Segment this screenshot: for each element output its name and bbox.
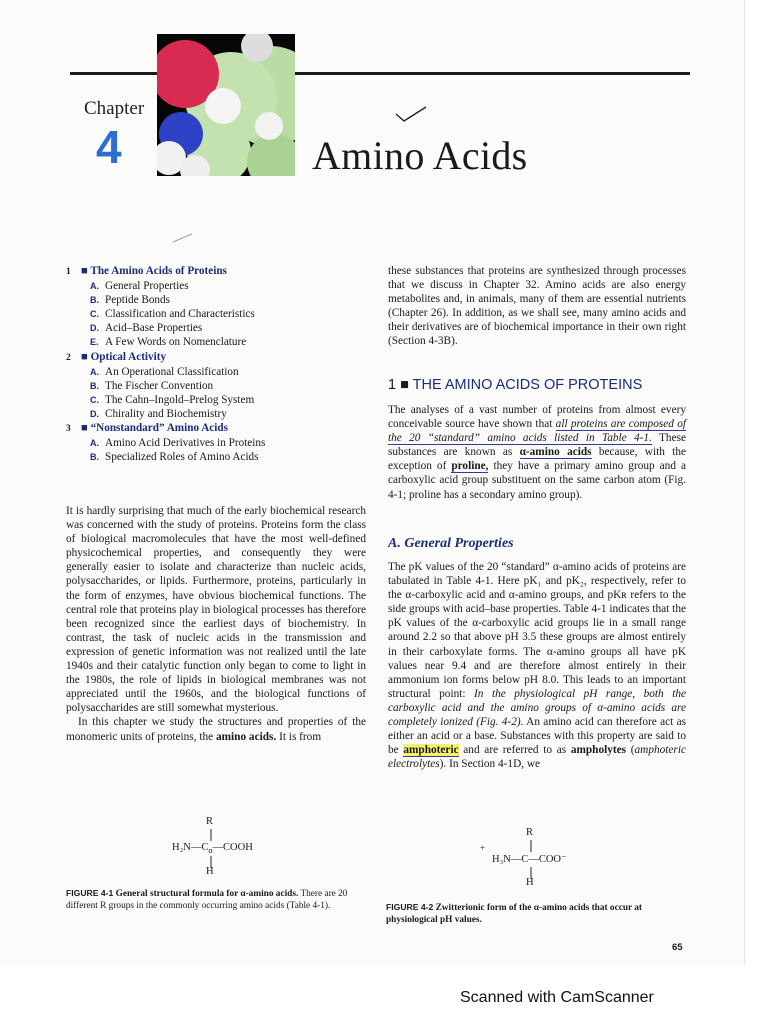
pencil-mark [172,232,194,244]
toc-item: C. Classification and Characteristics [90,308,255,321]
highlighted-statement: all proteins are composed of the 20 “standard” amino acids listed in Table 4-1. [388,418,686,445]
toc-item: D. Chirality and Biochemistry [90,407,227,420]
toc-section: 1 ■ The Amino Acids of Proteins [66,265,227,277]
paragraph: In this chapter we study the structures and properties of the monomeric units of proteins, the amino acids. It is from [66,716,366,743]
chapter-number: 4 [96,121,122,173]
general-properties-paragraph: The pK values of the 20 “standard” α-amino acids of proteins are tabulated in Table 4-1. Here pK₁ and pK₂, respectively, refer to the α-carboxylic acid and α-amino groups, and pKʀ refers to the side groups with acid–base properties. Table 4-1 indicates that the pK values of the α-carboxylic acid groups lie in a small range around 2.2 so that above pH 3.5 these groups are almost entirely in their carboxylate forms. The α-amino groups all have pK values near 9.4 and are therefore almost entirely in their ammonium ion forms below pH 8.0. This leads to an important structural point: In the physiological pH range, both the carboxylic acid and the amino groups of α-amino acids are completely ionized (Fig. 4-2). An amino acid can therefore act as either an acid or a base. Substances with this property are said to be amphoteric and are referred to as ampholytes (amphoteric electrolytes). In Section 4-1D, we [388,561,687,771]
toc-section: 2 ■ Optical Activity [66,350,167,363]
r-group: R [526,827,534,838]
chapter-label: Chapter [84,98,145,119]
toc-section: 3 ■ “Nonstandard” Amino Acids [66,422,228,435]
toc-item: B. Specialized Roles of Amino Acids [90,451,259,464]
table-of-contents [66,264,386,464]
scanner-watermark: Scanned with CamScanner [460,989,654,1006]
figure-4-2-caption: FIGURE 4-2 Zwitterionic form of the α-amino acids that occur at physiological pH values. [386,902,643,925]
toc-item: C. The Cahn–Ingold–Prelog System [90,393,255,406]
figure-4-1-structure [150,816,300,886]
molecule-image [157,34,295,176]
section-paragraph: The analyses of a vast number of proteins from almost every conceivable source have shown that all proteins are composed of the 20 “standard” amino acids listed in Table 4-1. These substances are known as α-amino acids because, with the exception of proline, they have a primary amino group and a carboxylic acid group substituent on the same carbon atom (Fig. 4-1; proline has a secondary amino group). [388,404,686,501]
toc-item: D. Acid–Base Properties [90,322,203,335]
toc-item: A. Amino Acid Derivatives in Proteins [90,437,266,450]
figure-4-1-caption: FIGURE 4-1 General structural formula for α-amino acids. There are 20 different R groups in the commonly occurring amino acids (Table 4-1). [66,888,348,911]
toc-item: A. General Properties [90,280,189,293]
hydrogen: H [526,877,534,888]
toc-item: E. A Few Words on Nomenclature [90,336,247,349]
r-group: R [206,816,214,827]
charge-plus: + [480,843,486,853]
chapter-title: Amino Acids [312,133,528,178]
handwritten-check-mark [394,104,428,124]
toc-item: A. An Operational Classification [90,365,239,378]
toc-item: B. The Fischer Convention [90,379,214,392]
toc-item: B. Peptide Bonds [90,294,170,307]
hydrogen: H [206,866,214,877]
zwitterion-formula: H₃N—C—COO⁻ [492,854,567,865]
section-heading: 1 ■ THE AMINO ACIDS OF PROTEINS [388,377,643,393]
page-number: 65 [672,942,683,953]
figure-4-2-structure [462,827,622,897]
subsection-heading: A. General Properties [388,536,514,551]
intro-paragraph: It is hardly surprising that much of the early biochemical research was concerned with the study of proteins. Proteins form the class of biological macromolecules that have the most well-defined physicochemical properties, and consequently they were generally easier to isolate and characterize than nucleic acids, polysaccharides, or lipids. Furthermore, proteins, particularly in the form of enzymes, have obvious biochemical functions. The central role that proteins play in biological processes has therefore been recognized since the earliest days of biochemistry. In contrast, the task of nucleic acids in the transmission and expression of genetic information was not realized until the late 1940s and their catalytic function only began to come to light in the 1980s, the role of lipids in biological membranes was not appreciated until the 1960s, and the biological functions of polysaccharides are still somewhat mysterious. [66,505,366,715]
left-column-text [66,504,366,744]
right-column-intro: these substances that proteins are synthesized through processes that we discuss in Chapter 32. Amino acids are also energy metabolites and, in animals, many of them are essential nutrients (Chapter 26). In addition, as we shall see, many amino acids and their derivatives are of biochemical importance in their own right (Section 4-3B). [388,265,686,348]
highlighted-term: amphoteric [403,744,459,757]
formula-left: $H_2N—C_\alpha—COOH$ [172,842,253,856]
